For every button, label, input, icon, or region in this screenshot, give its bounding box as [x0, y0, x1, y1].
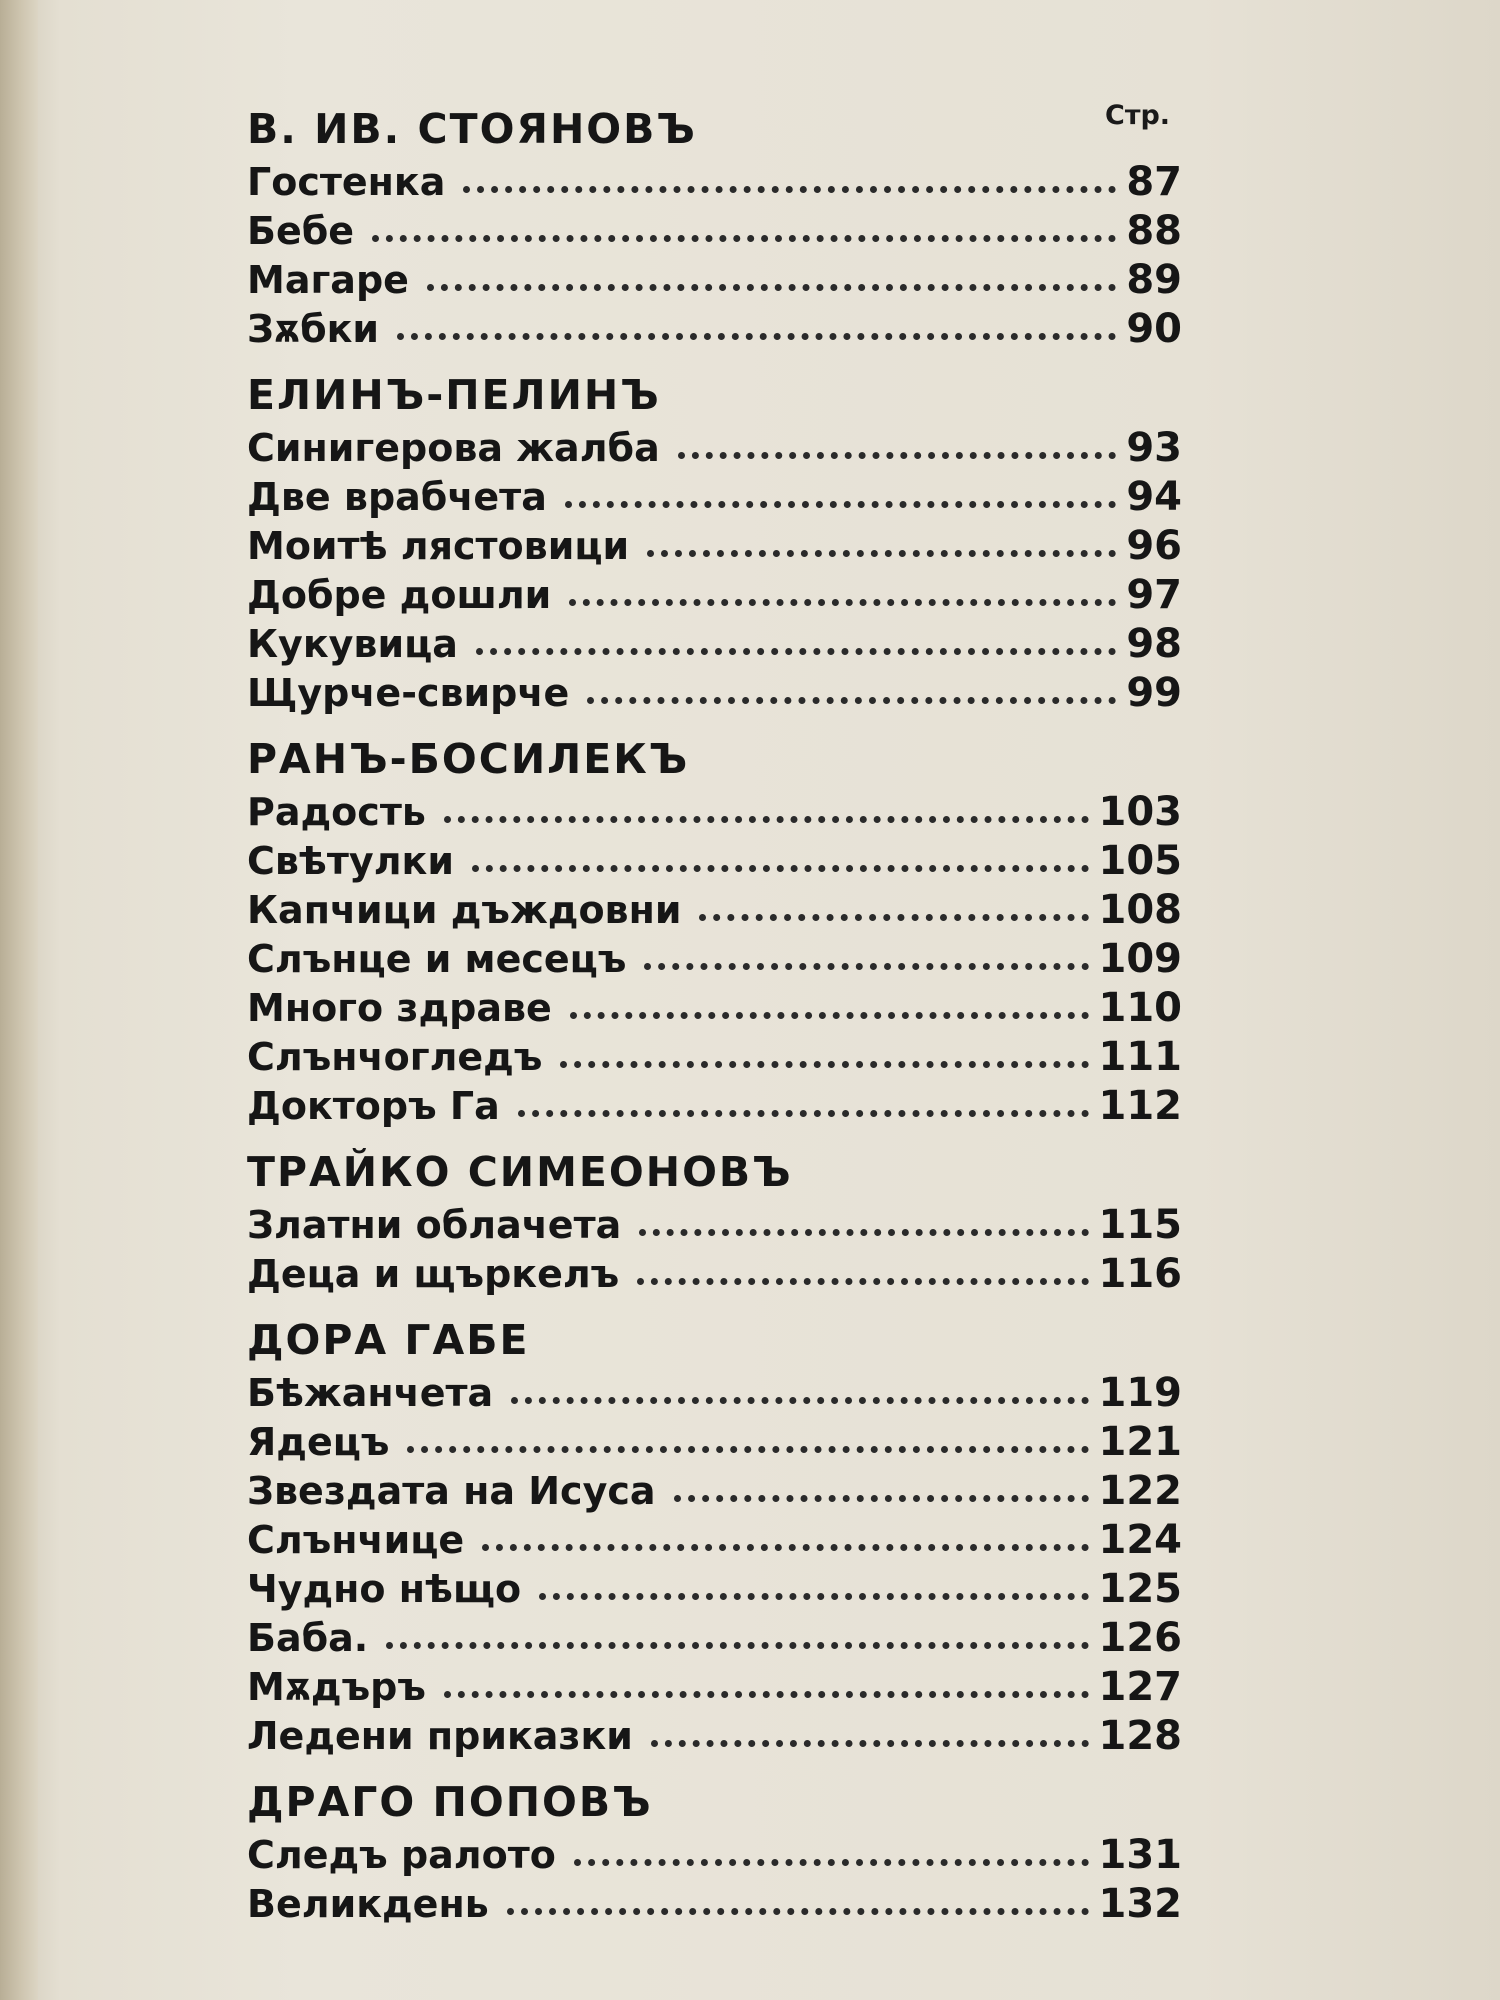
toc-entry	[247, 1082, 1182, 1131]
entry-page-number: 94	[1126, 474, 1182, 520]
dot-leader	[560, 1061, 1088, 1068]
toc-entry	[247, 1880, 1182, 1929]
dot-leader	[574, 1859, 1089, 1866]
entry-title: Бѣжанчета	[247, 1371, 494, 1415]
toc-entry	[247, 1250, 1182, 1299]
entry-page-number: 116	[1098, 1251, 1182, 1297]
toc-entry	[247, 620, 1182, 669]
entry-page-number: 105	[1098, 838, 1182, 884]
entry-title: Златни облачета	[247, 1203, 622, 1247]
toc-entry	[247, 935, 1182, 984]
entry-page-number: 125	[1098, 1566, 1182, 1612]
dot-leader	[372, 235, 1116, 242]
toc-entry	[247, 1418, 1182, 1467]
page-binding-edge	[0, 0, 38, 2000]
toc-entry	[247, 984, 1182, 1033]
dot-leader	[644, 963, 1088, 970]
dot-leader	[651, 1740, 1089, 1747]
dot-leader	[511, 1397, 1088, 1404]
entry-page-number: 119	[1098, 1370, 1182, 1416]
entry-title: Великдень	[247, 1882, 489, 1926]
dot-leader	[463, 186, 1116, 193]
toc-entry	[247, 788, 1182, 837]
entry-title: Звездата на Исуса	[247, 1469, 656, 1513]
entry-title: Кукувица	[247, 622, 458, 666]
entry-page-number: 88	[1126, 208, 1182, 254]
dot-leader	[570, 1012, 1089, 1019]
entry-page-number: 131	[1098, 1832, 1182, 1878]
entry-title: Капчици дъждовни	[247, 888, 682, 932]
entry-page-number: 111	[1098, 1034, 1182, 1080]
dot-leader	[482, 1544, 1088, 1551]
entry-page-number: 124	[1098, 1517, 1182, 1563]
entry-page-number: 126	[1098, 1615, 1182, 1661]
dot-leader	[647, 550, 1116, 557]
entry-page-number: 127	[1098, 1664, 1182, 1710]
author-heading: РАНЪ-БОСИЛЕКЪ	[247, 735, 690, 783]
entry-title: Слънце и месецъ	[247, 937, 627, 981]
toc-entry	[247, 571, 1182, 620]
dot-leader	[569, 599, 1116, 606]
entry-page-number: 132	[1098, 1881, 1182, 1927]
toc-entry	[247, 837, 1182, 886]
dot-leader	[587, 697, 1116, 704]
entry-title: Зѫбки	[247, 307, 380, 351]
toc-entry	[247, 669, 1182, 718]
page-column-header: Стр.	[1105, 100, 1171, 131]
entry-title: Ядецъ	[247, 1420, 390, 1464]
entry-title: Баба.	[247, 1616, 369, 1660]
dot-leader	[444, 816, 1089, 823]
toc-entry	[247, 1831, 1182, 1880]
entry-title: Две врабчета	[247, 475, 547, 519]
entry-page-number: 128	[1098, 1713, 1182, 1759]
entry-page-number: 99	[1126, 670, 1182, 716]
author-heading: ЕЛИНЪ-ПЕЛИНЪ	[247, 371, 661, 419]
dot-leader	[639, 1229, 1088, 1236]
entry-title: Радость	[247, 790, 426, 834]
entry-title: Бебе	[247, 209, 355, 253]
toc-entry	[247, 1201, 1182, 1250]
entry-page-number: 121	[1098, 1419, 1182, 1465]
dot-leader	[397, 333, 1116, 340]
dot-leader	[637, 1278, 1088, 1285]
entry-page-number: 115	[1098, 1202, 1182, 1248]
entry-title: Гостенка	[247, 160, 446, 204]
entry-page-number: 112	[1098, 1083, 1182, 1129]
entry-page-number: 96	[1126, 523, 1182, 569]
entry-title: Слънчогледъ	[247, 1035, 543, 1079]
entry-page-number: 93	[1126, 425, 1182, 471]
toc-entry	[247, 1467, 1182, 1516]
toc-entry	[247, 522, 1182, 571]
toc-entry	[247, 473, 1182, 522]
dot-leader	[518, 1110, 1089, 1117]
toc-entry	[247, 207, 1182, 256]
entry-title: Магаре	[247, 258, 409, 302]
entry-title: Следъ ралото	[247, 1833, 556, 1877]
dot-leader	[472, 865, 1089, 872]
dot-leader	[427, 284, 1116, 291]
entry-page-number: 110	[1098, 985, 1182, 1031]
entry-title: Много здраве	[247, 986, 552, 1030]
toc-entry	[247, 424, 1182, 473]
entry-title: Добре дошли	[247, 573, 552, 617]
toc-entry	[247, 1033, 1182, 1082]
dot-leader	[386, 1642, 1088, 1649]
dot-leader	[699, 914, 1088, 921]
entry-page-number: 90	[1126, 306, 1182, 352]
toc-entry	[247, 1369, 1182, 1418]
dot-leader	[444, 1691, 1089, 1698]
entry-page-number: 122	[1098, 1468, 1182, 1514]
toc-entry	[247, 158, 1182, 207]
entry-title: Свѣтулки	[247, 839, 454, 883]
dot-leader	[565, 501, 1116, 508]
dot-leader	[476, 648, 1116, 655]
entry-title: Докторъ Га	[247, 1084, 500, 1128]
author-heading: ДОРА ГАБЕ	[247, 1316, 530, 1364]
dot-leader	[507, 1908, 1089, 1915]
toc-entry	[247, 256, 1182, 305]
entry-page-number: 87	[1126, 159, 1182, 205]
toc-entry	[247, 1614, 1182, 1663]
entry-title: Слънчице	[247, 1518, 465, 1562]
toc-entry	[247, 305, 1182, 354]
entry-title: Щурче-свирче	[247, 671, 570, 715]
toc-entry	[247, 1712, 1182, 1761]
entry-title: Чудно нѣщо	[247, 1567, 522, 1611]
author-heading: ТРАЙКО СИМЕОНОВЪ	[247, 1148, 793, 1196]
toc-entry	[247, 1565, 1182, 1614]
entry-page-number: 89	[1126, 257, 1182, 303]
entry-page-number: 98	[1126, 621, 1182, 667]
dot-leader	[678, 452, 1116, 459]
entry-title: Синигерова жалба	[247, 426, 660, 470]
entry-page-number: 109	[1098, 936, 1182, 982]
toc-entry	[247, 1663, 1182, 1712]
dot-leader	[674, 1495, 1089, 1502]
toc-entry	[247, 886, 1182, 935]
author-heading: ДРАГО ПОПОВЪ	[247, 1778, 653, 1826]
toc-entry	[247, 1516, 1182, 1565]
author-heading: В. ИВ. СТОЯНОВЪ	[247, 105, 697, 153]
entry-title: Ледени приказки	[247, 1714, 633, 1758]
dot-leader	[407, 1446, 1088, 1453]
entry-page-number: 103	[1098, 789, 1182, 835]
entry-title: Деца и щъркелъ	[247, 1252, 620, 1296]
table-of-contents	[247, 100, 1182, 1929]
entry-title: Мѫдъръ	[247, 1665, 426, 1709]
dot-leader	[539, 1593, 1088, 1600]
entry-page-number: 97	[1126, 572, 1182, 618]
entry-page-number: 108	[1098, 887, 1182, 933]
entry-title: Моитѣ лястовици	[247, 524, 630, 568]
